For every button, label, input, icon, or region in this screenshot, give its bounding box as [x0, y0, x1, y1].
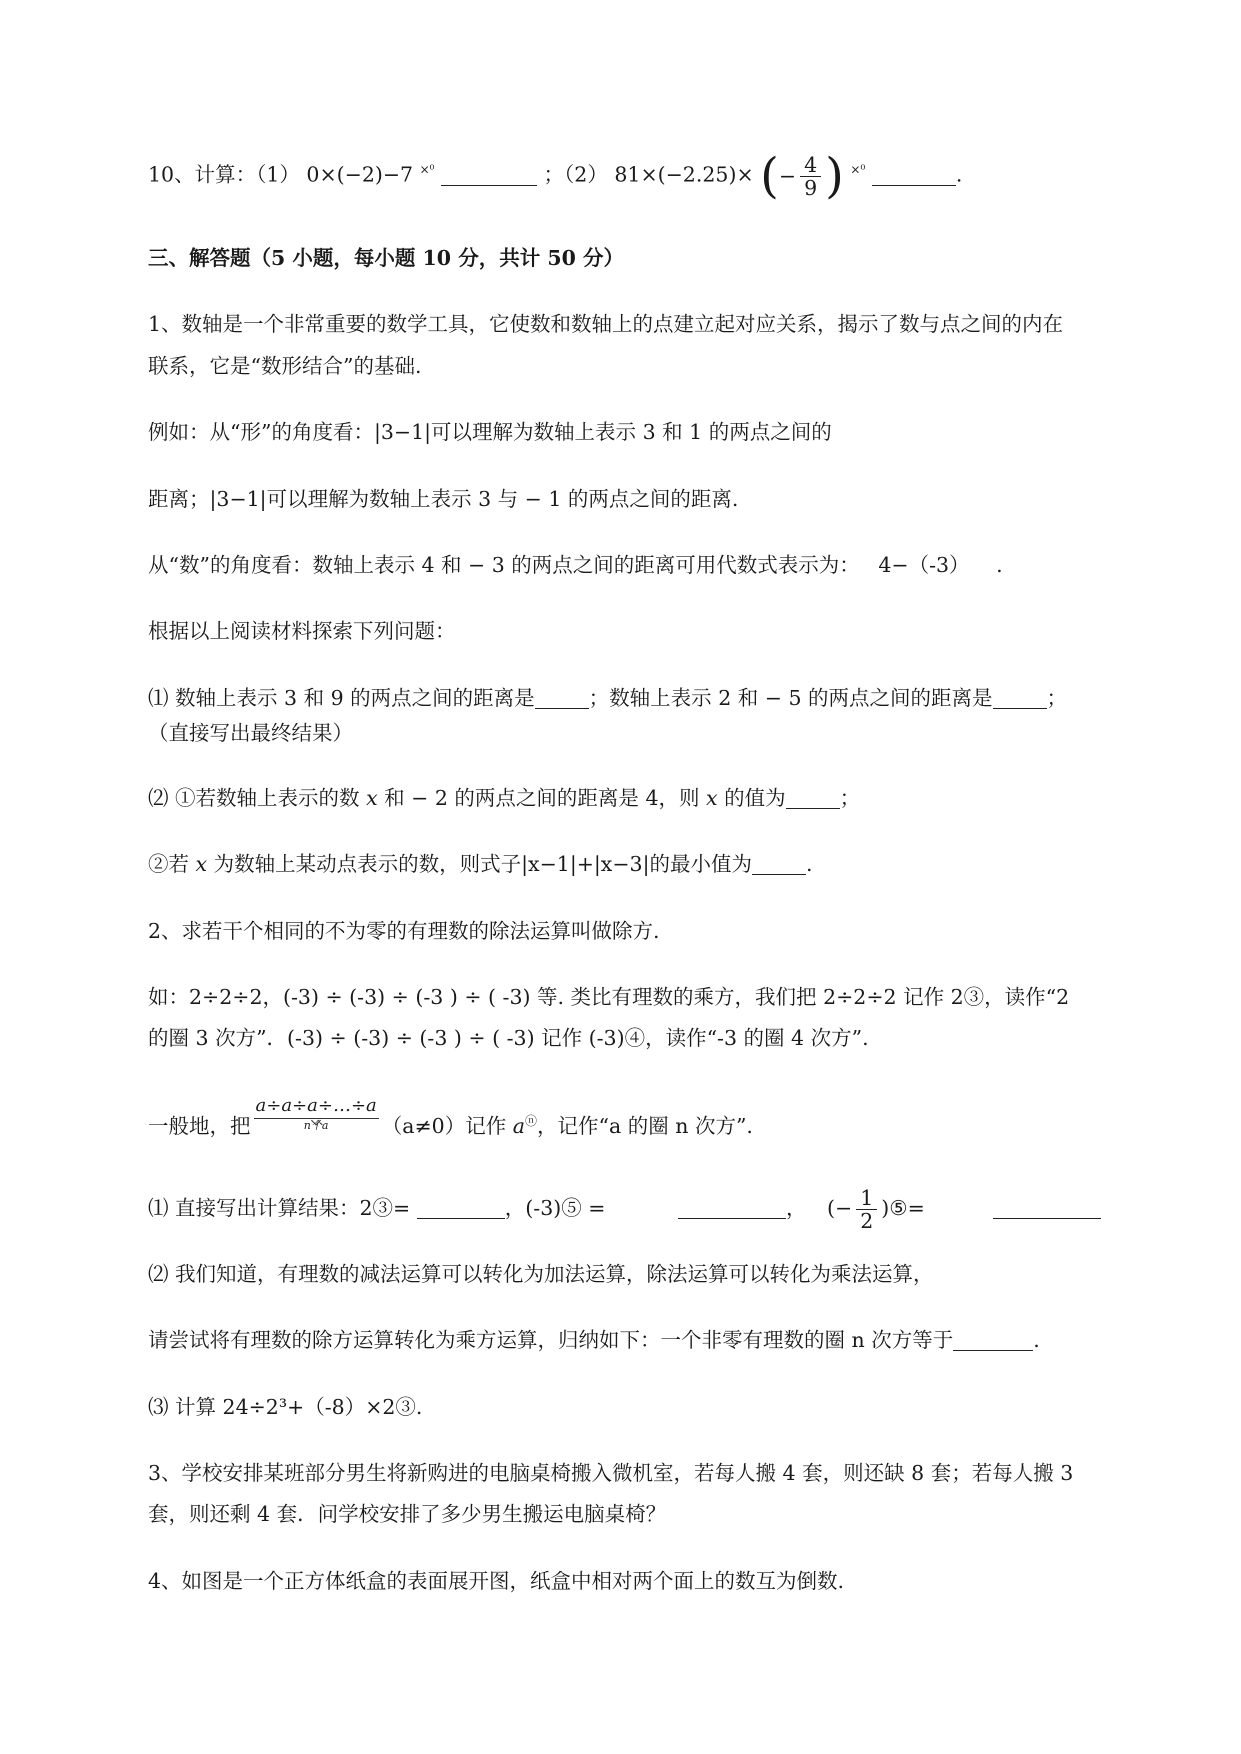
p1-q2-text: ⑵ ①若数轴上表示的数	[148, 786, 360, 810]
p1-q1-end: ；	[1046, 686, 1068, 710]
p2-s1-blank-1[interactable]	[417, 1198, 505, 1219]
p2-line1: 2、求若干个相同的不为零的有理数的除法运算叫做除方.	[148, 919, 660, 943]
p1-line4-text-b: 可以理解为数轴上表示 3 与 − 1 的两点之间的距离.	[266, 487, 739, 511]
p1-q1	[148, 684, 1161, 712]
p1-line3-text-b: 可以理解为数轴上表示 3 和 1 的两点之间的	[431, 420, 832, 444]
brace-top: a÷a÷a÷…÷a	[254, 1096, 379, 1119]
p1-q3-end: .	[806, 852, 813, 876]
p2-s2a: ⑵ 我们知道，有理数的减法运算可以转化为加法运算，除法运算可以转化为乘法运算，	[148, 1262, 934, 1286]
p2-s2-blank[interactable]	[953, 1330, 1033, 1351]
p1-line5-text: 从“数”的角度看：数轴上表示 4 和 − 3 的两点之间的距离可用代数式表示为：	[148, 553, 860, 577]
minus-sign: −	[778, 164, 797, 188]
p1-line6: 根据以上阅读材料探索下列问题：	[148, 619, 456, 643]
abs-expr: |3−1|	[209, 487, 267, 511]
p1-q3-blank[interactable]	[752, 854, 806, 875]
p1-line4	[148, 485, 1161, 513]
p2-s2-end: .	[1033, 1328, 1040, 1352]
p1-line2: 联系，它是“数形结合”的基础.	[148, 354, 422, 378]
p2-s1-blank-2[interactable]	[678, 1198, 786, 1219]
p2-line2: 如：2÷2÷2，(-3) ÷ (-3) ÷ (-3 ) ÷ ( -3) 等. 类比有理数的乘方，我们把 2÷2÷2 记作 2③，读作“2	[148, 985, 1070, 1009]
q10-answer-blank-2[interactable]	[872, 165, 956, 186]
p1-line5-end: .	[996, 553, 1003, 577]
brace-bottom: n个a	[303, 1119, 329, 1132]
question-10	[148, 148, 1161, 204]
p2-line4	[148, 1096, 1161, 1140]
frac-denominator: 9	[804, 175, 818, 200]
p1-line1: 1、数轴是一个非常重要的数学工具，它使数和数轴上的点建立起对应关系，揭示了数与点之间的内在	[148, 312, 1064, 336]
variable-x: x	[706, 786, 718, 810]
variable-x: x	[366, 786, 378, 810]
p1-q1-blank-1[interactable]	[535, 688, 589, 709]
frac-numerator: 4	[800, 154, 821, 177]
p1-q2-text-c: 的值为	[724, 786, 786, 810]
abs-sum-expr: |x−1|+|x−3|	[521, 852, 650, 876]
q10-mark2: ×⁰	[850, 162, 866, 177]
p1-q1-blank-2[interactable]	[993, 688, 1047, 709]
p2-line4-text-c: ，记作“a 的圈 n 次方”.	[537, 1114, 753, 1138]
q10-end: .	[955, 162, 963, 187]
variable-a: a	[512, 1114, 525, 1138]
p1-q2-blank[interactable]	[786, 788, 840, 809]
p1-q3-text-b: 为数轴上某动点表示的数，则式子	[213, 852, 522, 876]
p1-line4-text: 距离；	[148, 487, 210, 511]
p2-s1-text: ⑴ 直接写出计算结果：2③=	[148, 1196, 411, 1220]
p3-line2: 套，则还剩 4 套．问学校安排了多少男生搬运电脑桌椅？	[148, 1502, 667, 1526]
p1-q1-text-b: ；数轴上表示 2 和 − 5 的两点之间的距离是	[588, 686, 993, 710]
right-paren: )	[825, 148, 844, 204]
p1-q3-text: ②若	[148, 852, 189, 876]
p2-s1-comma: ，	[785, 1196, 807, 1220]
variable-x: x	[195, 852, 208, 876]
underbrace-expr	[254, 1096, 379, 1133]
q10-fraction	[800, 154, 821, 199]
frac-denominator: 2	[860, 1209, 874, 1233]
p1-q3-text-c: 的最小值为	[649, 852, 752, 876]
p1-q1-note: （直接写出最终结果）	[148, 721, 353, 745]
p2-s2b	[148, 1326, 1161, 1354]
p1-line3	[148, 418, 1161, 446]
q10-expr2: 81×(−2.25)×	[614, 162, 754, 187]
q10-sep: ；（2）	[543, 162, 608, 187]
p1-q2	[148, 784, 1161, 812]
q10-expr1: 0×(−2)−7	[306, 162, 414, 187]
p1-q2-text-b: 和 − 2 的两点之间的距离是 4，则	[384, 786, 700, 810]
p2-s1-text-d: )⑤=	[881, 1196, 925, 1220]
abs-expr: |3−1|	[373, 420, 432, 444]
p1-q1-text: ⑴ 数轴上表示 3 和 9 的两点之间的距离是	[148, 686, 535, 710]
p3-line1: 3、学校安排某班部分男生将新购进的电脑桌椅搬入微机室，若每人搬 4 套，则还缺 8 套；若每人搬 3	[148, 1461, 1074, 1485]
p2-line4-text-b: （a≠0）记作	[381, 1114, 507, 1138]
q10-answer-blank-1[interactable]	[441, 165, 537, 186]
section-3-title: 三、解答题（5 小题，每小题 10 分，共计 50 分）	[148, 246, 625, 270]
p1-line5	[148, 551, 1161, 579]
p2-line4-text: 一般地，把	[148, 1114, 251, 1138]
p2-s1-blank-3[interactable]	[993, 1198, 1101, 1219]
p2-s1	[148, 1187, 1161, 1232]
half-fraction	[856, 1187, 877, 1232]
p2-s1-text-b: ，(-3)⑤ =	[504, 1196, 606, 1220]
q10-prefix: 10、计算：（1）	[148, 162, 300, 187]
circle-n-superscript: ⓝ	[524, 1114, 537, 1129]
p1-q3	[148, 850, 1161, 878]
frac-numerator: 1	[856, 1187, 877, 1210]
p2-s3: ⑶ 计算 24÷2³+（-8）×2③.	[148, 1395, 423, 1419]
left-paren: (	[760, 148, 779, 204]
p1-q2-end: ；	[839, 786, 861, 810]
p1-line3-text: 例如：从“形”的角度看：	[148, 420, 374, 444]
p2-s1-neg: (−	[827, 1196, 853, 1220]
p2-s2b-text: 请尝试将有理数的除方运算转化为乘方运算，归纳如下：一个非零有理数的圈 n 次方等于	[148, 1328, 954, 1352]
p2-line3: 的圈 3 次方”．(-3) ÷ (-3) ÷ (-3 ) ÷ ( -3) 记作 (-3)④，读作“-3 的圈 4 次方”.	[148, 1026, 869, 1050]
q10-mark1: ×⁰	[419, 162, 435, 177]
p4-line1: 4、如图是一个正方体纸盒的表面展开图，纸盒中相对两个面上的数互为倒数.	[148, 1569, 845, 1593]
algebraic-expr: 4−（-3）	[878, 553, 970, 577]
